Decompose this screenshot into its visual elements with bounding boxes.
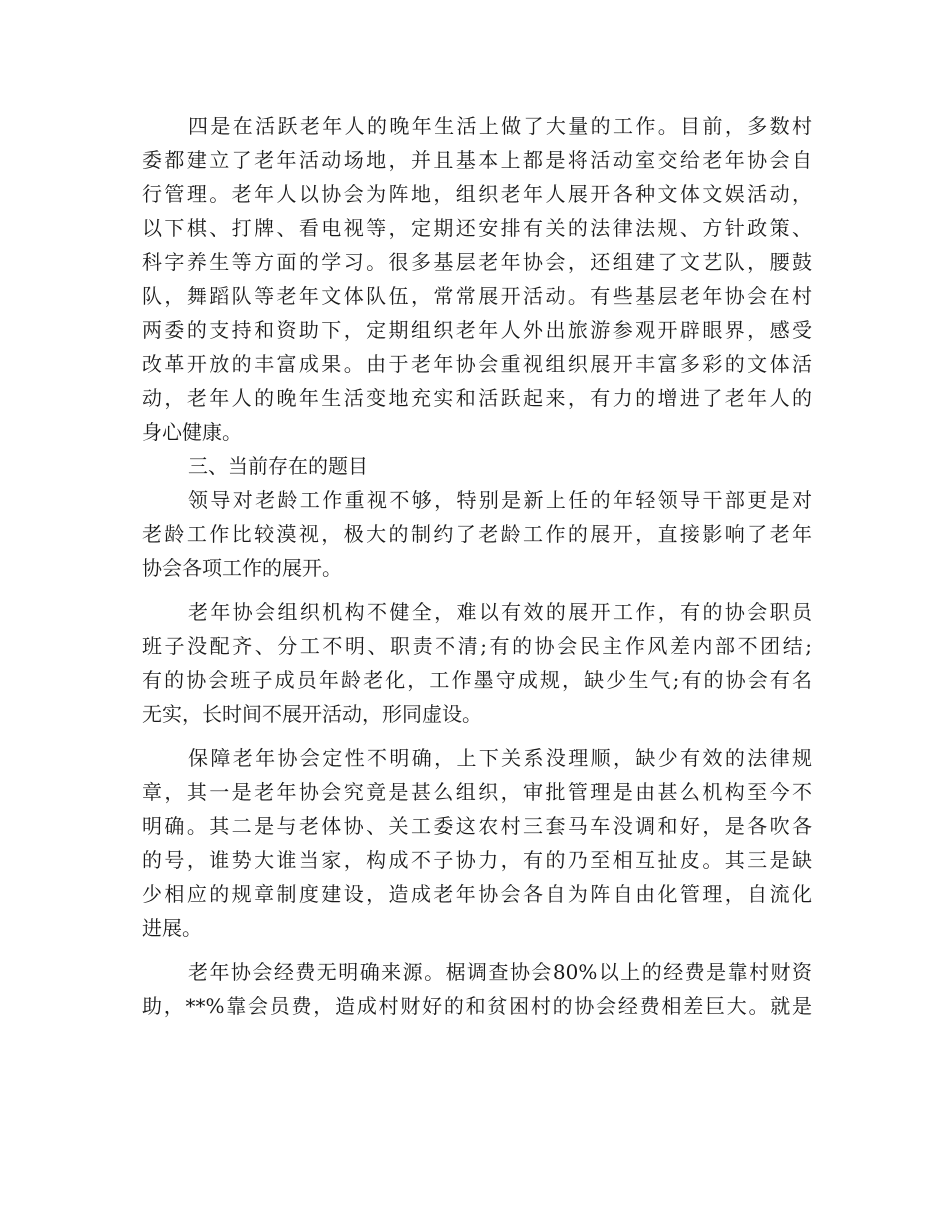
paragraph-line: 章，其一是老年协会究竟是甚么组织，审批管理是由甚么机构至今不 — [142, 780, 812, 804]
paragraph-line: 进展。 — [142, 916, 202, 940]
paragraph-line: 助，**%靠会员费，造成村财好的和贫困村的协会经费相差巨大。就是 — [142, 994, 812, 1018]
paragraph-line: 的号，谁势大谁当家，构成不子协力，有的乃至相互扯皮。其三是缺 — [142, 848, 812, 872]
paragraph-line: 身心健康。 — [142, 420, 242, 444]
paragraph-line: 改革开放的丰富成果。由于老年协会重视组织展开丰富多彩的文体活 — [142, 352, 812, 376]
paragraph-line: 动，老年人的晚年生活变地充实和活跃起来，有力的增进了老年人的 — [142, 386, 812, 410]
paragraph-line: 协会各项工作的展开。 — [142, 556, 342, 580]
paragraph-line: 明确。其二是与老体协、关工委这农村三套马车没调和好，是各吹各 — [142, 814, 812, 838]
paragraph-line: 老龄工作比较漠视，极大的制约了老龄工作的展开，直接影响了老年 — [142, 522, 812, 546]
paragraph-line: 少相应的规章制度建设，造成老年协会各自为阵自由化管理，自流化 — [142, 882, 812, 906]
paragraph-line: 保障老年协会定性不明确，上下关系没理顺，缺少有效的法律规 — [188, 746, 812, 770]
section-heading: 三、当前存在的题目 — [188, 454, 368, 478]
paragraph-line: 老年协会组织机构不健全，难以有效的展开工作，有的协会职员 — [188, 600, 812, 624]
paragraph-line: 有的协会班子成员年龄老化，工作墨守成规，缺少生气;有的协会有名 — [142, 668, 812, 692]
paragraph-line: 行管理。老年人以协会为阵地，组织老年人展开各种文体文娱活动， — [142, 182, 812, 206]
paragraph-line: 班子没配齐、分工不明、职责不清;有的协会民主作风差内部不团结; — [142, 634, 812, 658]
paragraph-line: 以下棋、打牌、看电视等，定期还安排有关的法律法规、方针政策、 — [142, 216, 812, 240]
paragraph-line: 队，舞蹈队等老年文体队伍，常常展开活动。有些基层老年协会在村 — [142, 284, 812, 308]
paragraph-line: 领导对老龄工作重视不够，特别是新上任的年轻领导干部更是对 — [188, 488, 812, 512]
paragraph-line: 无实，长时间不展开活动，形同虚设。 — [142, 702, 482, 726]
paragraph-line: 两委的支持和资助下，定期组织老年人外出旅游参观开辟眼界，感受 — [142, 318, 812, 342]
paragraph-line: 四是在活跃老年人的晚年生活上做了大量的工作。目前，多数村 — [188, 114, 812, 138]
paragraph-line: 老年协会经费无明确来源。椐调查协会80%以上的经费是靠村财资 — [188, 960, 812, 984]
paragraph-line: 科字养生等方面的学习。很多基层老年协会，还组建了文艺队，腰鼓 — [142, 250, 812, 274]
paragraph-line: 委都建立了老年活动场地，并且基本上都是将活动室交给老年协会自 — [142, 148, 812, 172]
